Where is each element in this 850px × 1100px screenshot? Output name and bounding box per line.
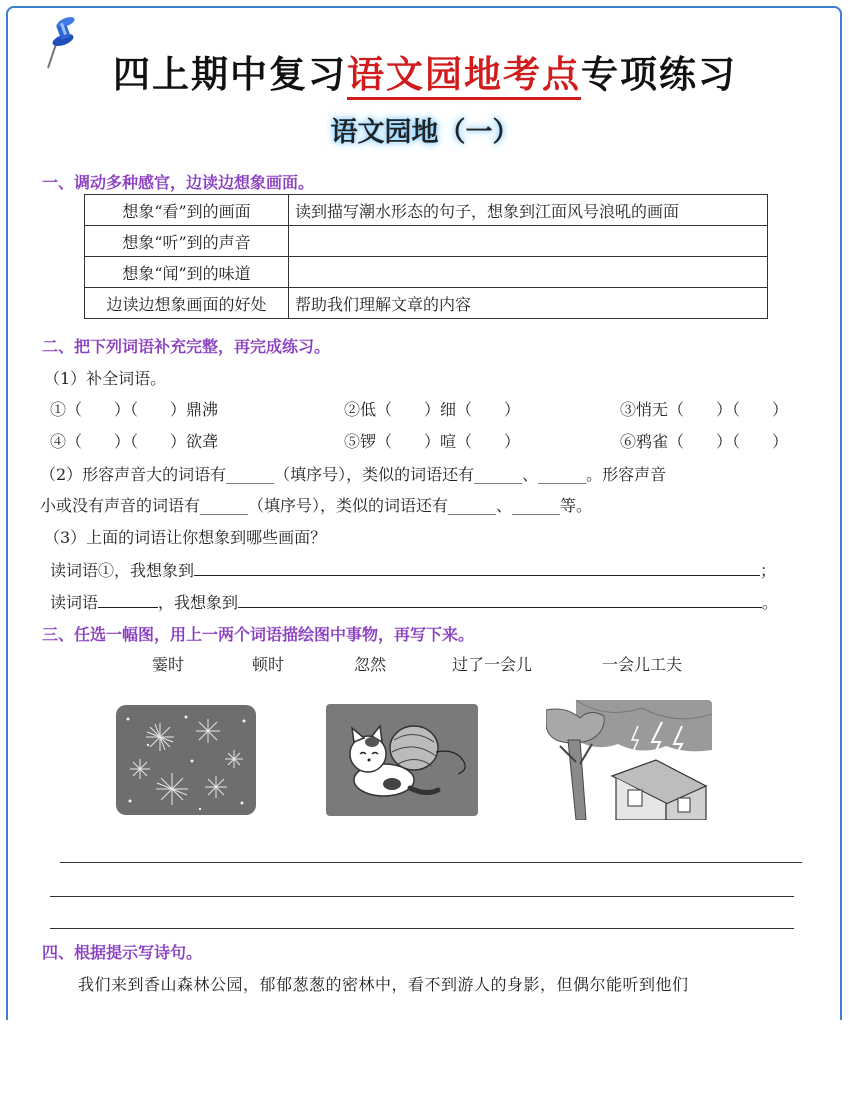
read-2-mid: ，我想象到 (158, 593, 239, 612)
word-item[interactable]: ②低（ ）细（ ） (344, 400, 521, 419)
question-1: （1）补全词语。 (44, 369, 167, 388)
word-item[interactable]: ⑤锣（ ）喧（ ） (344, 432, 521, 451)
row-label: 想象“看”到的画面 (85, 195, 289, 226)
writing-line[interactable] (50, 928, 794, 929)
row-label: 想象“听”到的声音 (85, 226, 289, 257)
read-2-prefix: 读词语 (50, 593, 99, 612)
question-2-line-1: （2）形容声音大的词语有______（填序号），类似的词语还有______、______。形容声音 (40, 465, 667, 484)
word-option: 一会儿工夫 (602, 655, 683, 674)
read-line-1 (50, 558, 776, 581)
title-suffix: 专项练习 (581, 53, 737, 96)
answer-blank[interactable] (194, 561, 760, 576)
section-3-heading: 三、任选一幅图，用上一两个词语描绘图中事物，再写下来。 (42, 625, 475, 644)
row-value[interactable]: 读到描写潮水形态的句子，想象到江面风号浪吼的画面 (289, 195, 768, 226)
answer-blank[interactable] (98, 593, 158, 608)
title-prefix: 四上期中复习 (113, 53, 347, 96)
writing-line[interactable] (50, 896, 794, 897)
read-line-2 (50, 590, 778, 613)
question-3: （3）上面的词语让你想象到哪些画面？ (44, 528, 327, 547)
row-value[interactable] (289, 257, 768, 288)
word-item[interactable]: ③悄无（ ）（ ） (620, 400, 789, 419)
read-1-prefix: 读词语①，我想象到 (50, 561, 195, 580)
table-row (85, 257, 768, 288)
row-value[interactable]: 帮助我们理解文章的内容 (289, 288, 768, 319)
answer-blank[interactable] (238, 593, 762, 608)
word-item[interactable]: ⑥鸦雀（ ）（ ） (620, 432, 789, 451)
section-4-text: 我们来到香山森林公园，郁郁葱葱的密林中，看不到游人的身影，但偶尔能听到他们 (78, 975, 689, 994)
page-title (0, 44, 850, 98)
read-2-end: 。 (762, 593, 779, 612)
title-highlight: 语文园地考点 (347, 53, 581, 100)
section-1-heading: 一、调动多种感官，边读边想象画面。 (42, 173, 315, 192)
section-2-heading: 二、把下列词语补充完整，再完成练习。 (42, 337, 331, 356)
read-1-end: ； (760, 561, 777, 580)
row-label: 想象“闻”到的味道 (85, 257, 289, 288)
row-value[interactable] (289, 226, 768, 257)
cat-picture[interactable] (326, 704, 478, 816)
senses-table (84, 194, 768, 319)
question-2-line-2: 小或没有声音的词语有______（填序号），类似的词语还有______、______等。 (40, 496, 593, 515)
table-row (85, 288, 768, 319)
word-option: 霎时 (152, 655, 185, 674)
fireworks-picture[interactable] (116, 705, 256, 815)
word-item[interactable]: ④（ ）（ ）欲聋 (50, 432, 219, 451)
word-option: 过了一会儿 (452, 655, 533, 674)
table-row (85, 226, 768, 257)
writing-line[interactable] (60, 862, 802, 863)
storm-house-picture[interactable] (546, 700, 712, 820)
subtitle: 语文园地（一） (330, 117, 520, 148)
word-option: 顿时 (252, 655, 285, 674)
word-option: 忽然 (354, 655, 387, 674)
word-item[interactable]: ①（ ）（ ）鼎沸 (50, 400, 219, 419)
row-label: 边读边想象画面的好处 (85, 288, 289, 319)
table-row (85, 195, 768, 226)
section-4-heading: 四、根据提示写诗句。 (42, 943, 203, 962)
